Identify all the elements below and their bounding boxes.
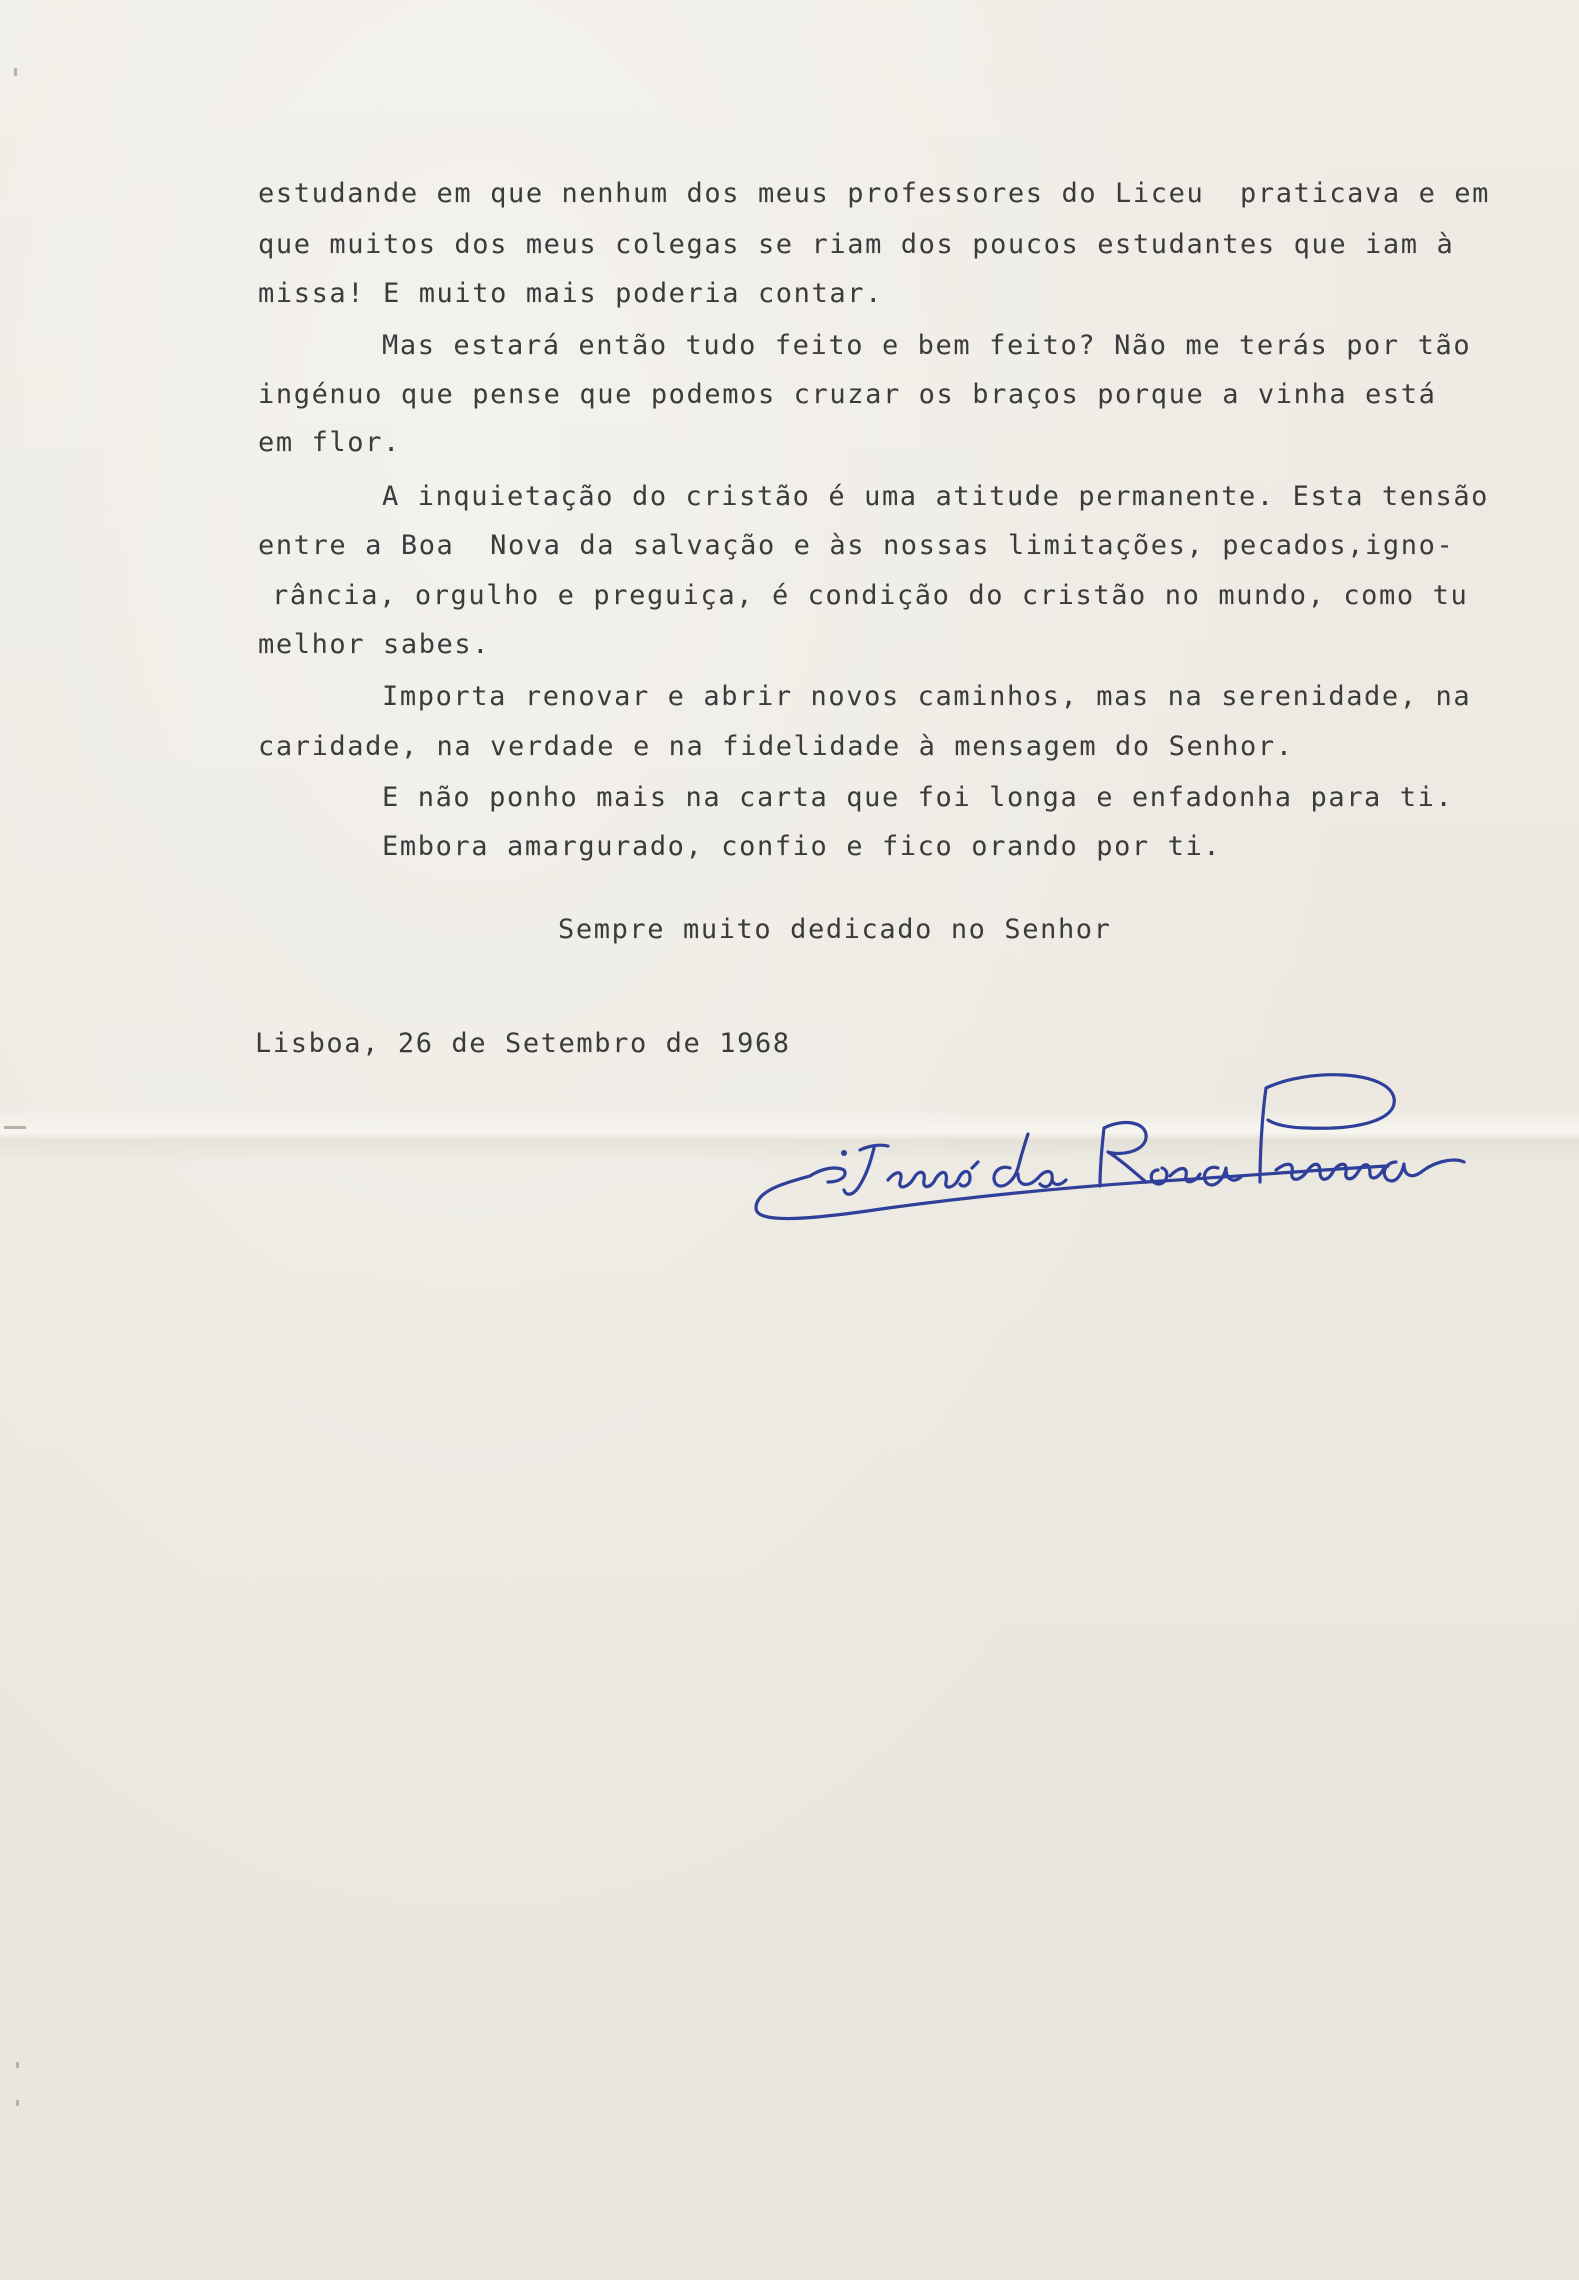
letter-line: Importa renovar e abrir novos caminhos, mas na serenidade, na: [382, 681, 1472, 712]
letter-line: E não ponho mais na carta que foi longa e enfadonha para ti.: [382, 782, 1454, 813]
letter-line: estudande em que nenhum dos meus professores do Liceu praticava e em: [258, 178, 1491, 209]
letter-line: missa! E muito mais poderia contar.: [258, 278, 883, 309]
letter-line: em flor.: [258, 427, 401, 458]
letter-line: Embora amargurado, confio e fico orando por ti.: [382, 831, 1222, 862]
letter-line: rância, orgulho e preguiça, é condição do cristão no mundo, como tu: [272, 580, 1469, 611]
edge-speck: [4, 1126, 26, 1129]
edge-speck: [14, 68, 17, 76]
letter-line: Mas estará então tudo feito e bem feito? Não me terás por tão: [382, 330, 1472, 361]
letter-line: entre a Boa Nova da salvação e às nossas limitações, pecados,igno-: [258, 530, 1455, 561]
edge-speck: [16, 2100, 19, 2106]
place-date: Lisboa, 26 de Setembro de 1968: [255, 1028, 791, 1059]
handwritten-signature: [748, 1058, 1468, 1238]
letter-line: caridade, na verdade e na fidelidade à mensagem do Senhor.: [258, 731, 1294, 762]
closing-line: Sempre muito dedicado no Senhor: [558, 914, 1112, 945]
letter-line: que muitos dos meus colegas se riam dos poucos estudantes que iam à: [258, 229, 1455, 260]
letter-line: ingénuo que pense que podemos cruzar os braços porque a vinha está: [258, 379, 1437, 410]
letter-line: A inquietação do cristão é uma atitude permanente. Esta tensão: [382, 481, 1490, 512]
letter-line: melhor sabes.: [258, 629, 491, 660]
edge-speck: [16, 2062, 19, 2068]
